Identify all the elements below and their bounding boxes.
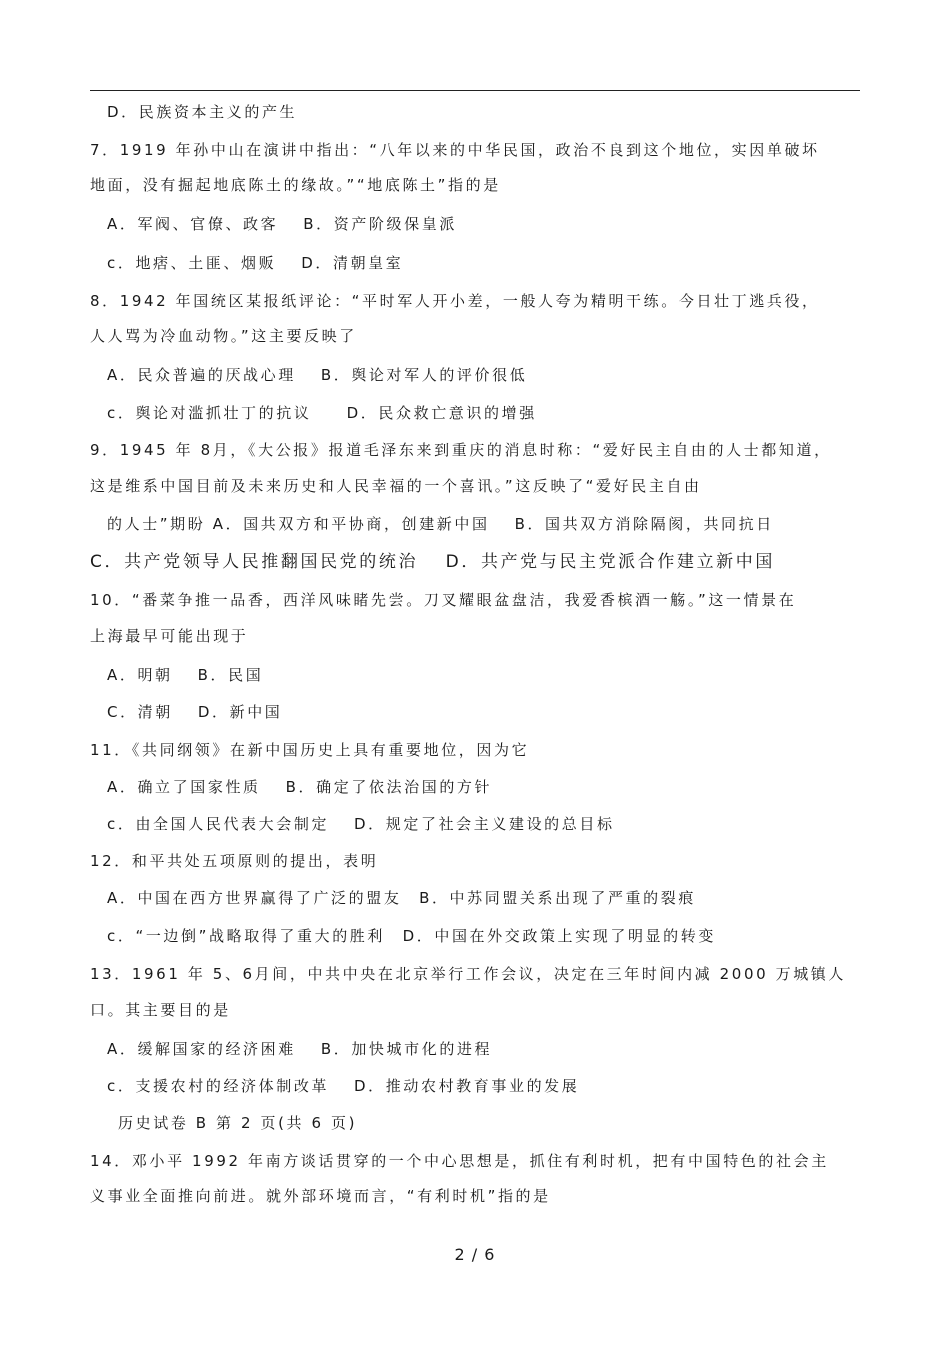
page-footer-label: 历史试卷 B 第 2 页(共 6 页) xyxy=(118,1114,358,1132)
question-8-line-1: 8．1942 年国统区某报纸评论：“平时军人开小差，一般人夸为精明干练。今日壮丁逃兵役， xyxy=(90,292,820,310)
question-9-options-cd: C．共产党领导人民推翻国民党的统治 D．共产党与民主党派合作建立新中国 xyxy=(90,552,775,572)
question-8-line-2: 人人骂为冷血动物。”这主要反映了 xyxy=(90,327,357,345)
question-10-line-2: 上海最早可能出现于 xyxy=(90,627,249,645)
question-12-stem: 12．和平共处五项原则的提出，表明 xyxy=(90,852,379,870)
question-12-options-ab: A．中国在西方世界赢得了广泛的盟友 B．中苏同盟关系出现了严重的裂痕 xyxy=(107,889,696,907)
question-12-options-cd: c．“一边倒”战略取得了重大的胜利 D．中国在外交政策上实现了明显的转变 xyxy=(107,927,716,945)
question-14-line-1: 14．邓小平 1992 年南方谈话贯穿的一个中心思想是，抓住有利时机，把有中国特色的社会主 xyxy=(90,1152,829,1170)
question-11-stem: 11．《共同纲领》在新中国历史上具有重要地位，因为它 xyxy=(90,741,530,759)
question-10-options-ab: A．明朝 B．民国 xyxy=(107,666,264,684)
header-rule xyxy=(90,90,860,91)
question-7-line-1: 7．1919 年孙中山在演讲中指出：“八年以来的中华民国，政治不良到这个地位，实因单破坏 xyxy=(90,141,820,159)
question-13-options-ab: A．缓解国家的经济困难 B．加快城市化的进程 xyxy=(107,1040,493,1058)
question-8-options-ab: A．民众普遍的厌战心理 B．舆论对军人的评价很低 xyxy=(107,366,528,384)
question-7-line-2: 地面，没有掘起地底陈土的缘故。”“地底陈土”指的是 xyxy=(90,176,501,194)
question-10-options-cd: C．清朝 D．新中国 xyxy=(107,703,283,721)
page-number: 2 / 6 xyxy=(454,1245,496,1264)
question-9-line-1: 9．1945 年 8月，《大公报》报道毛泽东来到重庆的消息时称：“爱好民主自由的人士都知道， xyxy=(90,441,832,459)
question-11-options-cd: c．由全国人民代表大会制定 D．规定了社会主义建设的总目标 xyxy=(107,815,615,833)
question-8-options-cd: c．舆论对滥抓壮丁的抗议 D．民众救亡意识的增强 xyxy=(107,404,537,422)
text-line: D．民族资本主义的产生 xyxy=(107,103,298,121)
question-14-line-2: 义事业全面推向前进。就外部环境而言，“有利时机”指的是 xyxy=(90,1187,551,1205)
question-10-line-1: 10．“番菜争推一品香，西洋风味睹先尝。刀叉耀眼盆盘洁，我爱香槟酒一觞。”这一情景在 xyxy=(90,591,797,609)
question-13-line-2: 口。其主要目的是 xyxy=(90,1001,231,1019)
question-9-line-3: 的人士”期盼 A．国共双方和平协商，创建新中国 B．国共双方消除隔阂，共同抗日 xyxy=(107,515,774,533)
question-9-line-2: 这是维系中国目前及未来历史和人民幸福的一个喜讯。”这反映了“爱好民主自由 xyxy=(90,477,702,495)
question-13-options-cd: c．支援农村的经济体制改革 D．推动农村教育事业的发展 xyxy=(107,1077,580,1095)
question-11-options-ab: A．确立了国家性质 B．确定了依法治国的方针 xyxy=(107,778,493,796)
question-7-options-cd: c．地痞、土匪、烟贩 D．清朝皇室 xyxy=(107,254,404,272)
question-13-line-1: 13．1961 年 5、6月间，中共中央在北京举行工作会议，决定在三年时间内减 2000 万城镇人 xyxy=(90,965,846,983)
question-7-options-ab: A．军阀、官僚、政客 B．资产阶级保皇派 xyxy=(107,215,457,233)
